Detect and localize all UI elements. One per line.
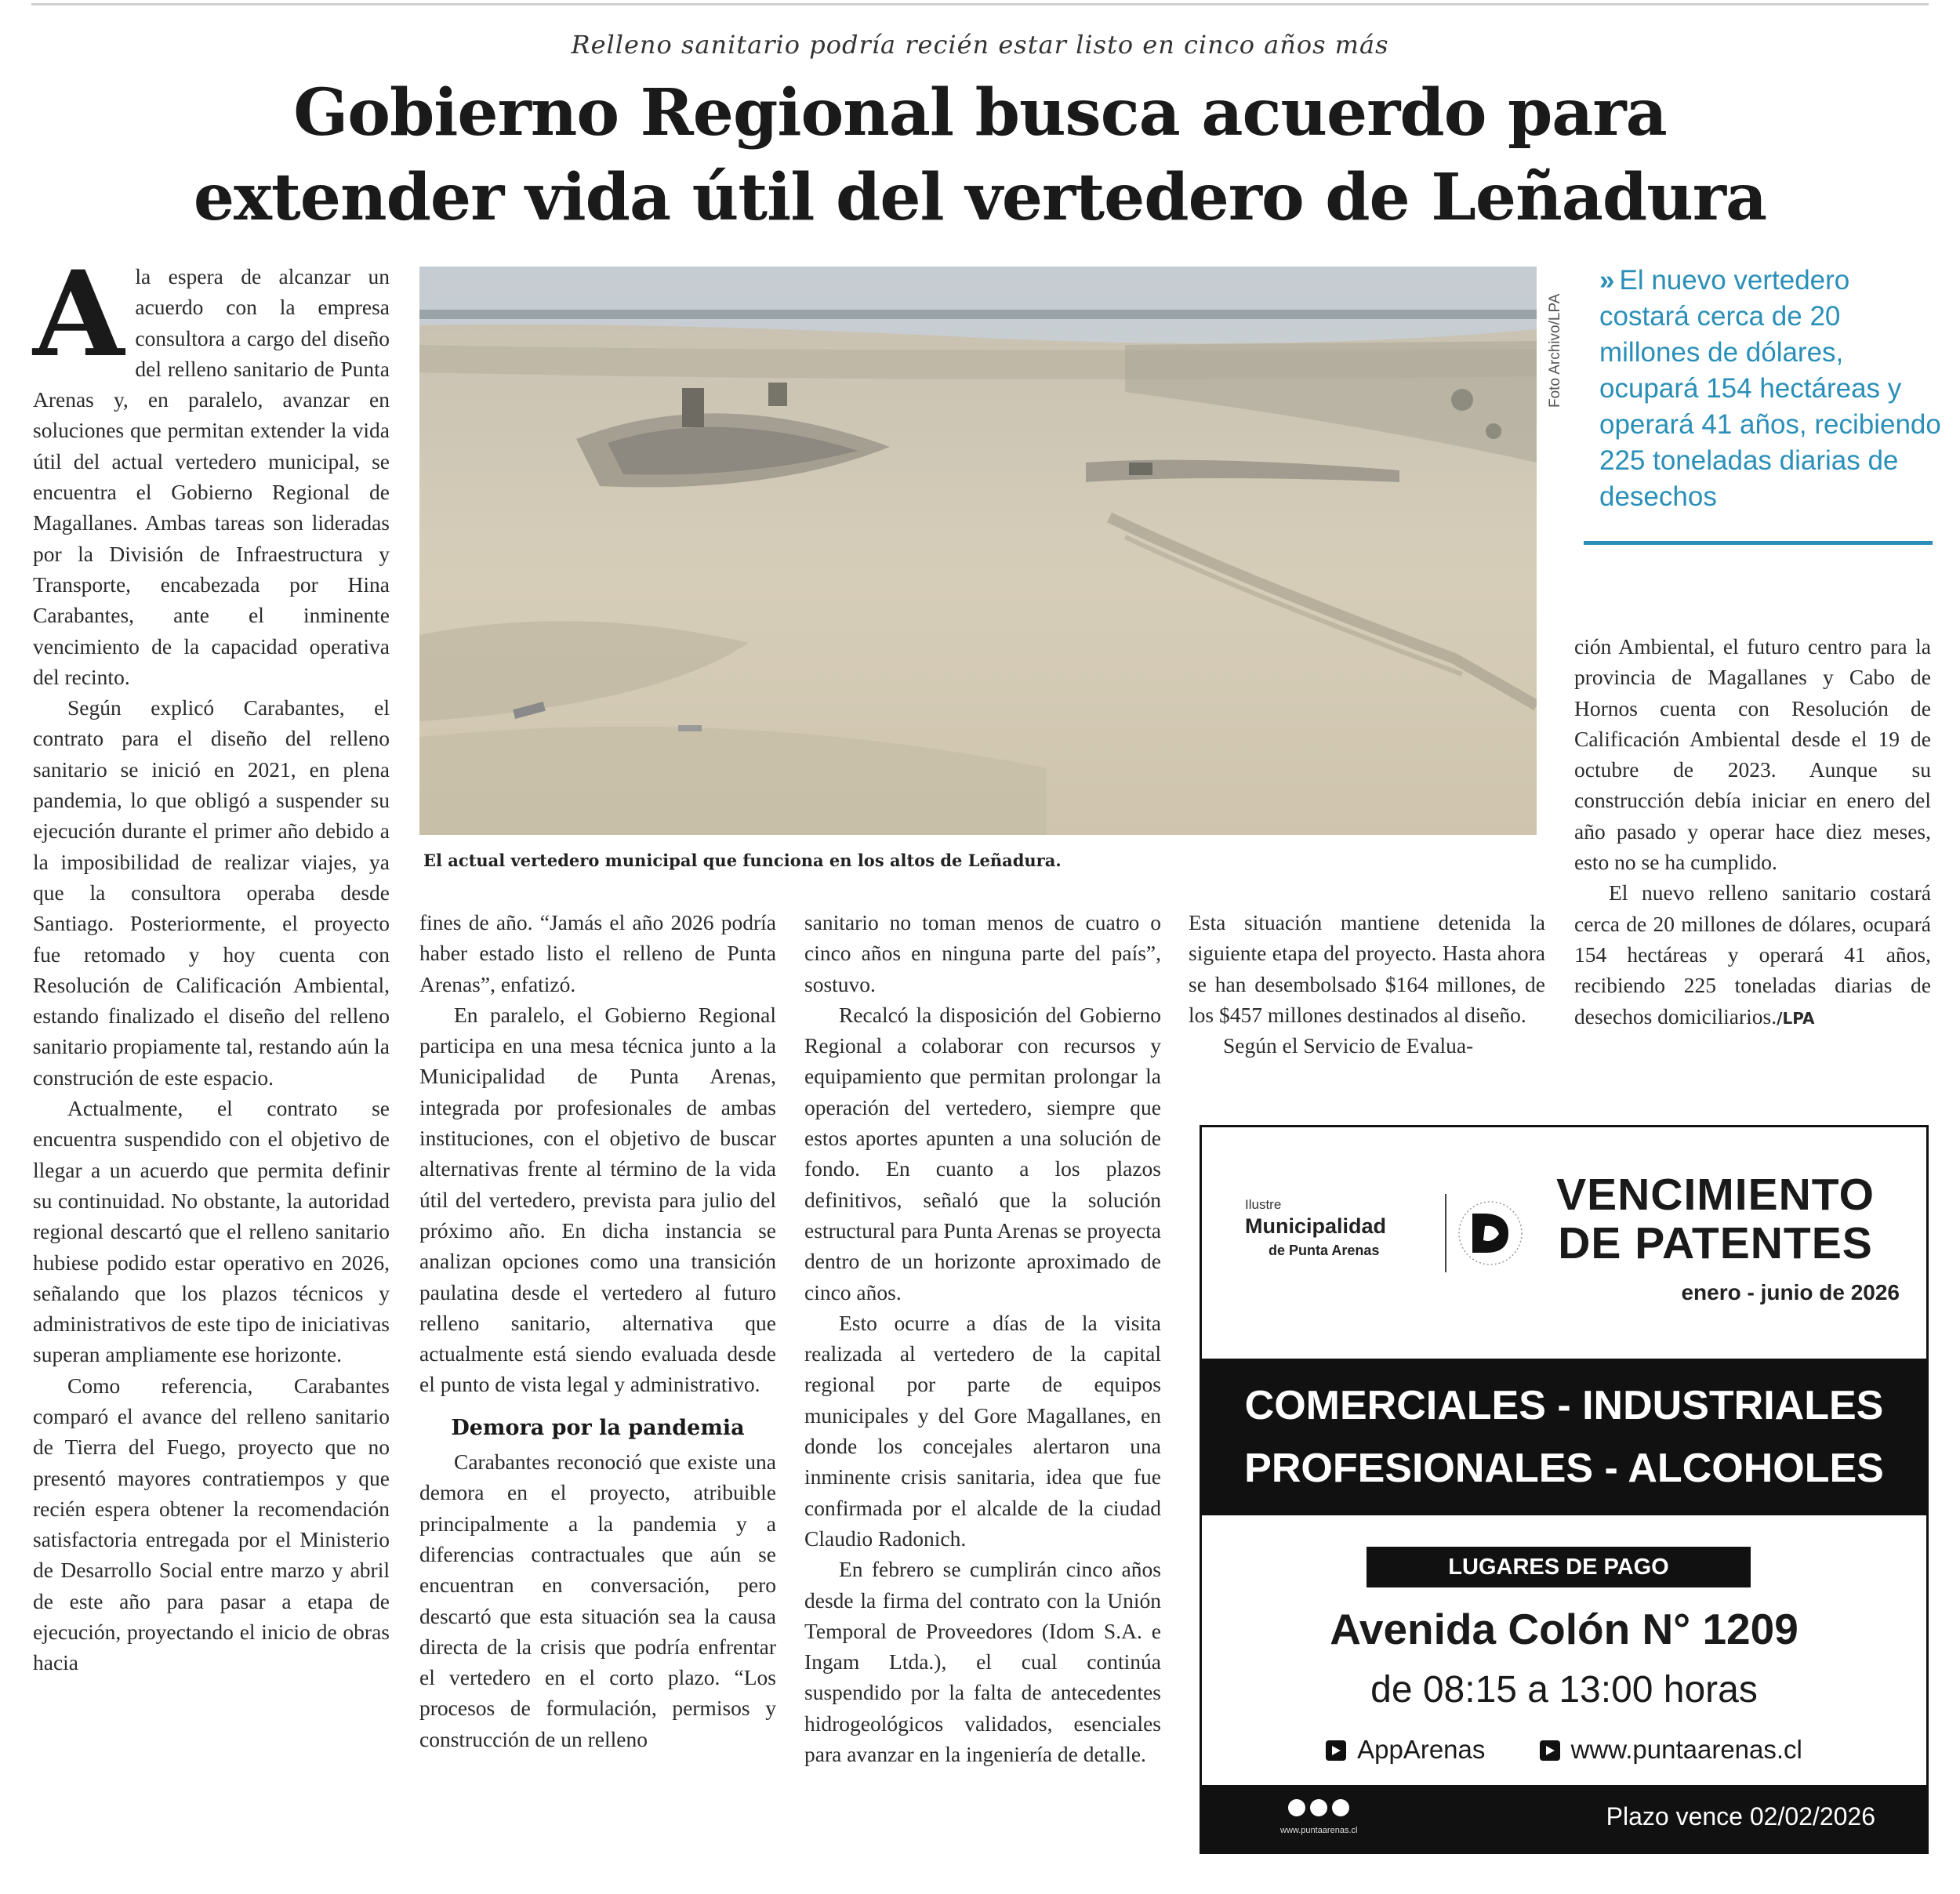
website-link[interactable]: www.puntaarenas.cl (1540, 1735, 1802, 1764)
ad-footer (1202, 1785, 1926, 1852)
instagram-icon[interactable] (1332, 1799, 1349, 1816)
pull-quote-rule (1584, 541, 1933, 545)
article-column-2 (419, 907, 776, 1754)
dropcap: A (33, 245, 125, 383)
ad-links (1202, 1735, 1926, 1765)
paragraph: sanitario no toman menos de cuatro o cinco años en ninguna parte del país”, sostuvo. (804, 910, 1161, 996)
chevron-right-icon: » (1599, 265, 1610, 296)
play-icon (1326, 1740, 1346, 1761)
ad-categories-band (1202, 1359, 1926, 1515)
top-rule (31, 3, 1929, 5)
landfill-photo (419, 267, 1537, 835)
municipality-logo (1245, 1194, 1504, 1272)
article-column-1 (33, 245, 390, 1876)
logo-small-text: Ilustre (1245, 1197, 1282, 1212)
categories-line-1: COMERCIALES - INDUSTRIALES (1244, 1383, 1884, 1428)
ad-title-line-2: DE PATENTES (1558, 1218, 1873, 1268)
paragraph: En febrero se cumplirán cinco años desde la firma del contrato con la Unión Temporal de Proveedores (Idom S.A. e Ingam Ltda.), el cual continúa suspendido por la falta de antecedentes hidrogeológicos validados, esenciales para avanzar en la ingeniería de detalle. (804, 1557, 1161, 1767)
social-icons (1288, 1799, 1354, 1820)
paragraph: Como referencia, Carabantes comparó el avance del relleno sanitario de Tierra del Fuego, proyecto que no presentó mayores contratiempos y que recién espera obtener la recomendación satisfactoria entregada por el Ministerio de Desarrollo Social entre marzo y abril de este año para pasar a etapa de ejecución, proyectando el inicio de obras hacia (33, 1373, 390, 1675)
paragraph: En paralelo, el Gobierno Regional participa en una mesa técnica junto a la Municipalidad de Punta Arenas, integrada por profesionales de ambas instituciones, con el objetivo de buscar alternativas frente al término de la vida útil del vertedero, prevista para julio del próximo año. En dicha instancia se analizan opciones como una transición paulatina desde el vertedero al futuro relleno sanitario, alternativa que actualmente está siendo evaluada desde el punto de vista legal y administrativo. (419, 1002, 776, 1397)
paragraph: Recalcó la disposición del Gobierno Regional a colaborar con recursos y equipamiento que permitan prolongar la operación del vertedero, siempre que estos aportes apunten a una solución de fondo. En cuanto a los plazos definitivos, señaló que la solución estructural para Punta Arenas se proyecta dentro de un horizonte aproximado de cinco años. (804, 1002, 1161, 1304)
logo-big-text: Municipalidad (1245, 1214, 1387, 1238)
logo-divider (1445, 1194, 1446, 1272)
headline (157, 71, 1803, 240)
article-column-3 (804, 907, 1161, 1769)
facebook-icon[interactable] (1288, 1799, 1305, 1816)
paragraph: Ala espera de alcanzar un acuerdo con la empresa consultora a cargo del diseño del relleno sanitario de Punta Arenas y, en paralelo, avanzar en soluciones que permitan extender la vida útil del actual vertedero municipal, se encuentra el Gobierno Regional de Magallanes. Ambas tareas son lideradas por la División de Infraestructura y Transporte, encabezada por Hina Carabantes, ante el inminente vencimiento de la capacidad operativa del recinto. (33, 245, 390, 689)
photo-caption: El actual vertedero municipal que funciona en los altos de Leñadura. (423, 851, 1062, 870)
pull-quote (1599, 263, 1944, 515)
headline-line-1: Gobierno Regional busca acuerdo para (293, 75, 1667, 151)
paragraph: fines de año. “Jamás el año 2026 podría haber estado listo el relleno de Punta Arenas”, enfatizó. (419, 910, 776, 996)
paragraph: ción Ambiental, el futuro centro para la provincia de Magallanes y Cabo de Hornos cuenta con Resolución de Calificación Ambiental desde el 19 de octubre de 2023. Aunque su construcción debía iniciar en enero del año pasado y operar hace diez meses, esto no se ha cumplido. (1574, 634, 1931, 875)
headline-line-2: extender vida útil del vertedero de Leñadura (193, 160, 1767, 235)
signature: /LPA (1777, 1008, 1815, 1028)
twitter-icon[interactable] (1310, 1799, 1327, 1816)
paragraph: Actualmente, el contrato se encuentra suspendido con el objetivo de llegar a un acuerdo que permita definir su continuidad. No obstante, la autoridad regional descartó que el relleno sanitario hubiese podido estar operativo en 2026, señalando que los plazos técnicos y administrativos de este tipo de iniciativas superan ampliamente ese horizonte. (33, 1096, 390, 1367)
pull-quote-text: El nuevo vertedero costará cerca de 20 millones de dólares, ocupará 154 hectáreas y operará 41 años, recibiendo 225 toneladas diarias de desechos (1599, 265, 1941, 512)
payment-places-label: LUGARES DE PAGO (1367, 1547, 1751, 1587)
patent-renewal-ad (1200, 1125, 1929, 1854)
paragraph: Según explicó Carabantes, el contrato para el diseño del relleno sanitario se inició en 2021, en plena pandemia, lo que obligó a suspender su ejecución durante el primer año debido a la imposibilidad de realizar viajes, ya que la consultora operaba desde Santiago. Posteriormente, el proyecto fue retomado y hoy cuenta con Resolución de Calificación Ambiental, estando finalizado el diseño del relleno sanitario propiamente tal, restando aún la construción de este espacio. (33, 695, 390, 1090)
article-column-4 (1189, 907, 1545, 1061)
paragraph: Carabantes reconoció que existe una demora en el proyecto, atribuible principalmente a la pandemia y a diferencias contractuales que aún se encuentran en conversación, pero descartó que esta situación sea la causa directa de la crisis que podría enfrentar el vertedero en el corto plazo. “Los procesos de formulación, permisos y construcción de un relleno (419, 1450, 776, 1751)
article-column-5 (1574, 631, 1931, 1034)
deadline: Plazo vence 02/02/2026 (1606, 1802, 1875, 1831)
categories-line-2: PROFESIONALES - ALCOHOLES (1244, 1446, 1884, 1491)
payment-hours: de 08:15 a 13:00 horas (1370, 1669, 1758, 1711)
app-link[interactable]: AppArenas (1326, 1735, 1485, 1764)
ad-title-line-1: VENCIMIENTO (1556, 1170, 1875, 1220)
photo-credit: Foto Archivo/LPA (1547, 293, 1563, 408)
paragraph: El nuevo relleno sanitario costará cerca de 20 millones de dólares, ocupará 154 hectáreas y operará 41 años, recibiendo 225 toneladas diarias de desechos domiciliarios./LPA (1574, 880, 1931, 1029)
paragraph: Esto ocurre a días de la visita realizada al vertedero de la capital regional por parte de equipos municipales y del Gore Magallanes, en donde los concejales alertaron una inminente crisis sanitaria, idea que fue confirmada por el alcalde de la ciudad Claudio Radonich. (804, 1310, 1161, 1551)
ad-dates: enero - junio de 2026 (1681, 1280, 1900, 1304)
subhead: Demora por la pandemia (451, 1415, 745, 1440)
ad-title (1519, 1170, 1911, 1268)
municipality-emblem-icon (1455, 1198, 1526, 1268)
payment-address: Avenida Colón N° 1209 (1330, 1605, 1798, 1653)
paragraph: Esta situación mantiene detenida la siguiente etapa del proyecto. Hasta ahora se han desembolsado $164 millones, de los $457 millones destinados al diseño. (1189, 910, 1545, 1027)
kicker: Relleno sanitario podría recién estar listo en cinco años más (571, 30, 1389, 60)
play-icon (1540, 1740, 1560, 1761)
logo-sub-text: de Punta Arenas (1269, 1243, 1380, 1258)
footer-website: www.puntaarenas.cl (1280, 1826, 1358, 1835)
paragraph: Según el Servicio de Evalua- (1223, 1033, 1474, 1058)
